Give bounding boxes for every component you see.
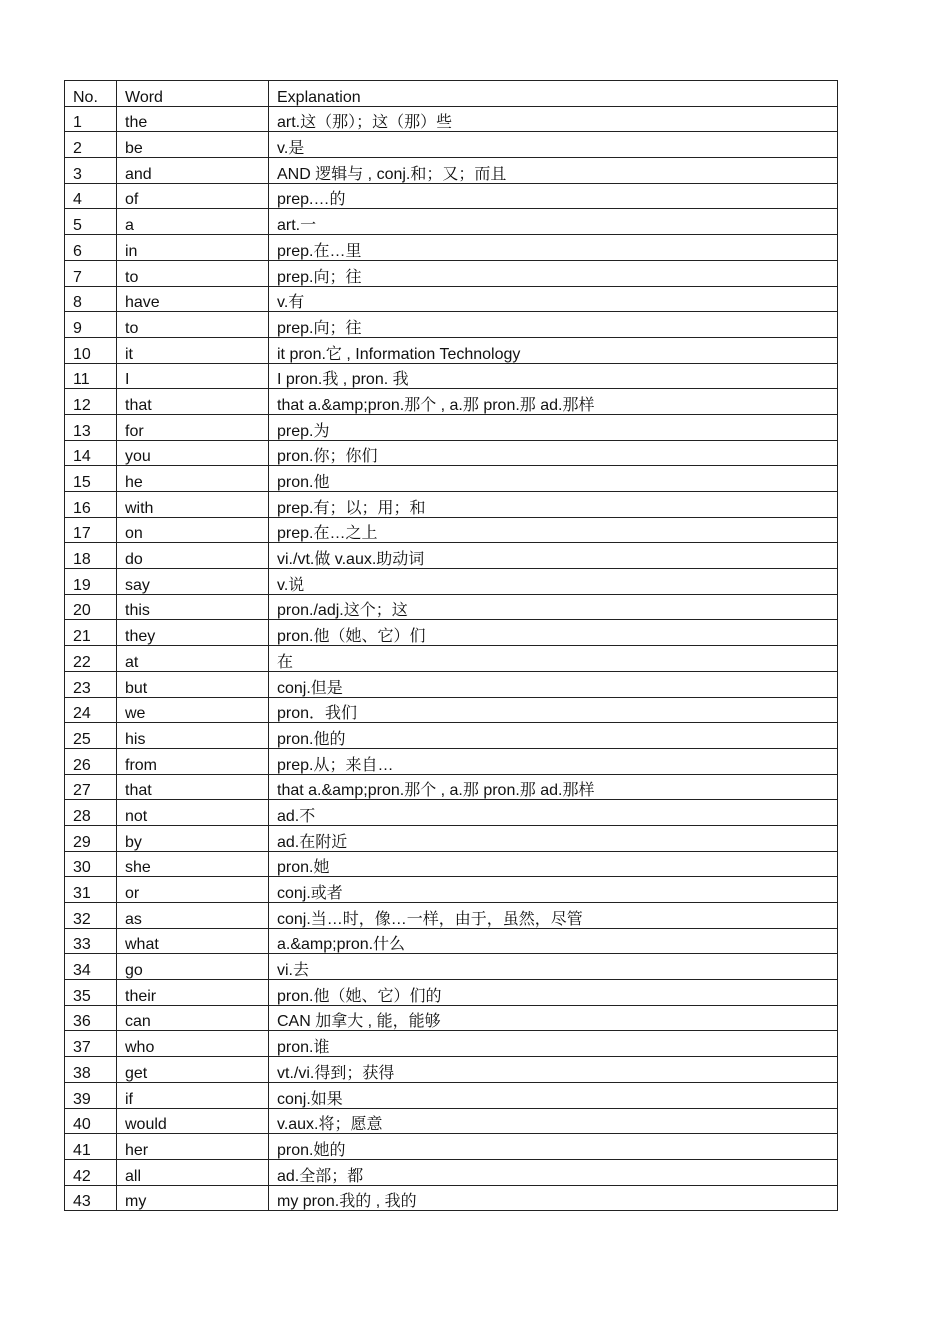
- word-cell: if: [117, 1082, 269, 1108]
- table-body: [65, 106, 838, 1211]
- explanation-cell: ad.在附近: [269, 825, 838, 851]
- word-cell: by: [117, 825, 269, 851]
- table-row: [65, 851, 838, 877]
- word-cell: he: [117, 466, 269, 492]
- table-row: [65, 286, 838, 312]
- word-cell: and: [117, 158, 269, 184]
- explanation-cell: AND 逻辑与 , conj.和；又；而且: [269, 158, 838, 184]
- word-cell: their: [117, 980, 269, 1006]
- explanation-cell: ad.全部；都: [269, 1159, 838, 1185]
- explanation-cell: 在: [269, 646, 838, 672]
- explanation-cell: CAN 加拿大 , 能，能够: [269, 1005, 838, 1031]
- table-row: [65, 543, 838, 569]
- row-number-cell: 10: [65, 337, 117, 363]
- row-number-cell: 5: [65, 209, 117, 235]
- table-row: [65, 1031, 838, 1057]
- row-number-cell: 27: [65, 774, 117, 800]
- row-number-cell: 13: [65, 414, 117, 440]
- table-row: [65, 671, 838, 697]
- header-word: Word: [117, 81, 269, 107]
- word-cell: go: [117, 954, 269, 980]
- table-row: [65, 235, 838, 261]
- word-cell: not: [117, 800, 269, 826]
- row-number-cell: 16: [65, 492, 117, 518]
- explanation-cell: conj.或者: [269, 877, 838, 903]
- row-number-cell: 14: [65, 440, 117, 466]
- word-cell: have: [117, 286, 269, 312]
- table-row: [65, 1134, 838, 1160]
- row-number-cell: 42: [65, 1159, 117, 1185]
- table-row: [65, 1057, 838, 1083]
- word-cell: a: [117, 209, 269, 235]
- explanation-cell: prep.向；往: [269, 312, 838, 338]
- row-number-cell: 9: [65, 312, 117, 338]
- explanation-cell: vt./vi.得到；获得: [269, 1057, 838, 1083]
- row-number-cell: 22: [65, 646, 117, 672]
- explanation-cell: art.一: [269, 209, 838, 235]
- explanation-cell: ad.不: [269, 800, 838, 826]
- explanation-cell: pron．我们: [269, 697, 838, 723]
- word-cell: in: [117, 235, 269, 261]
- word-cell: I: [117, 363, 269, 389]
- explanation-cell: my pron.我的 , 我的: [269, 1185, 838, 1211]
- row-number-cell: 3: [65, 158, 117, 184]
- word-cell: do: [117, 543, 269, 569]
- row-number-cell: 15: [65, 466, 117, 492]
- row-number-cell: 31: [65, 877, 117, 903]
- word-cell: that: [117, 389, 269, 415]
- row-number-cell: 29: [65, 825, 117, 851]
- row-number-cell: 24: [65, 697, 117, 723]
- word-cell: you: [117, 440, 269, 466]
- row-number-cell: 8: [65, 286, 117, 312]
- table-row: [65, 748, 838, 774]
- explanation-cell: v.说: [269, 569, 838, 595]
- row-number-cell: 43: [65, 1185, 117, 1211]
- word-cell: who: [117, 1031, 269, 1057]
- word-cell: from: [117, 748, 269, 774]
- explanation-cell: vi./vt.做 v.aux.助动词: [269, 543, 838, 569]
- explanation-cell: v.是: [269, 132, 838, 158]
- row-number-cell: 2: [65, 132, 117, 158]
- table-row: [65, 877, 838, 903]
- word-cell: to: [117, 312, 269, 338]
- table-row: [65, 1082, 838, 1108]
- explanation-cell: I pron.我 , pron. 我: [269, 363, 838, 389]
- row-number-cell: 1: [65, 106, 117, 132]
- explanation-cell: pron.他（她、它）们: [269, 620, 838, 646]
- row-number-cell: 41: [65, 1134, 117, 1160]
- word-cell: say: [117, 569, 269, 595]
- row-number-cell: 26: [65, 748, 117, 774]
- explanation-cell: art.这（那）；这（那）些: [269, 106, 838, 132]
- word-cell: what: [117, 928, 269, 954]
- explanation-cell: conj.如果: [269, 1082, 838, 1108]
- word-cell: but: [117, 671, 269, 697]
- table-header-row: [65, 81, 838, 107]
- row-number-cell: 20: [65, 594, 117, 620]
- word-cell: would: [117, 1108, 269, 1134]
- word-cell: can: [117, 1005, 269, 1031]
- table-row: [65, 903, 838, 929]
- row-number-cell: 17: [65, 517, 117, 543]
- row-number-cell: 38: [65, 1057, 117, 1083]
- table-row: [65, 569, 838, 595]
- word-cell: we: [117, 697, 269, 723]
- explanation-cell: pron.他: [269, 466, 838, 492]
- word-cell: be: [117, 132, 269, 158]
- explanation-cell: prep.在…之上: [269, 517, 838, 543]
- table-row: [65, 209, 838, 235]
- explanation-cell: pron.她的: [269, 1134, 838, 1160]
- table-row: [65, 774, 838, 800]
- explanation-cell: pron.她: [269, 851, 838, 877]
- explanation-cell: pron.你；你们: [269, 440, 838, 466]
- row-number-cell: 12: [65, 389, 117, 415]
- table-row: [65, 158, 838, 184]
- table-row: [65, 1108, 838, 1134]
- word-cell: that: [117, 774, 269, 800]
- word-cell: it: [117, 337, 269, 363]
- word-cell: his: [117, 723, 269, 749]
- word-cell: she: [117, 851, 269, 877]
- explanation-cell: that a.&amp;pron.那个 , a.那 pron.那 ad.那样: [269, 389, 838, 415]
- row-number-cell: 35: [65, 980, 117, 1006]
- table-row: [65, 132, 838, 158]
- explanation-cell: prep.在…里: [269, 235, 838, 261]
- word-cell: all: [117, 1159, 269, 1185]
- explanation-cell: prep.从；来自…: [269, 748, 838, 774]
- row-number-cell: 40: [65, 1108, 117, 1134]
- explanation-cell: pron.他（她、它）们的: [269, 980, 838, 1006]
- explanation-cell: prep.为: [269, 414, 838, 440]
- row-number-cell: 28: [65, 800, 117, 826]
- table-row: [65, 697, 838, 723]
- explanation-cell: a.&amp;pron.什么: [269, 928, 838, 954]
- table-row: [65, 1159, 838, 1185]
- table-row: [65, 723, 838, 749]
- row-number-cell: 7: [65, 260, 117, 286]
- explanation-cell: conj.当…时，像…一样，由于，虽然，尽管: [269, 903, 838, 929]
- row-number-cell: 39: [65, 1082, 117, 1108]
- table-row: [65, 183, 838, 209]
- word-cell: for: [117, 414, 269, 440]
- explanation-cell: it pron.它 , Information Technology: [269, 337, 838, 363]
- row-number-cell: 36: [65, 1005, 117, 1031]
- word-cell: as: [117, 903, 269, 929]
- explanation-cell: prep.向；往: [269, 260, 838, 286]
- word-cell: of: [117, 183, 269, 209]
- word-cell: to: [117, 260, 269, 286]
- row-number-cell: 30: [65, 851, 117, 877]
- word-cell: her: [117, 1134, 269, 1160]
- table-row: [65, 980, 838, 1006]
- word-cell: get: [117, 1057, 269, 1083]
- table-row: [65, 954, 838, 980]
- explanation-cell: vi.去: [269, 954, 838, 980]
- row-number-cell: 32: [65, 903, 117, 929]
- row-number-cell: 11: [65, 363, 117, 389]
- word-cell: on: [117, 517, 269, 543]
- word-cell: or: [117, 877, 269, 903]
- word-cell: with: [117, 492, 269, 518]
- row-number-cell: 19: [65, 569, 117, 595]
- table-row: [65, 389, 838, 415]
- table-row: [65, 594, 838, 620]
- vocabulary-table: [64, 80, 838, 1211]
- row-number-cell: 21: [65, 620, 117, 646]
- table-row: [65, 106, 838, 132]
- table-row: [65, 800, 838, 826]
- row-number-cell: 23: [65, 671, 117, 697]
- row-number-cell: 6: [65, 235, 117, 261]
- table-row: [65, 466, 838, 492]
- table-row: [65, 414, 838, 440]
- table-row: [65, 1185, 838, 1211]
- row-number-cell: 4: [65, 183, 117, 209]
- header-no: No.: [65, 81, 117, 107]
- word-cell: they: [117, 620, 269, 646]
- table-row: [65, 337, 838, 363]
- table-row: [65, 363, 838, 389]
- header-explanation: Explanation: [269, 81, 838, 107]
- table-row: [65, 440, 838, 466]
- table-row: [65, 312, 838, 338]
- explanation-cell: v.aux.将；愿意: [269, 1108, 838, 1134]
- table-row: [65, 620, 838, 646]
- row-number-cell: 18: [65, 543, 117, 569]
- table-row: [65, 646, 838, 672]
- row-number-cell: 37: [65, 1031, 117, 1057]
- table-row: [65, 517, 838, 543]
- row-number-cell: 34: [65, 954, 117, 980]
- word-cell: this: [117, 594, 269, 620]
- table-row: [65, 492, 838, 518]
- word-cell: my: [117, 1185, 269, 1211]
- table-row: [65, 825, 838, 851]
- explanation-cell: prep.有；以；用；和: [269, 492, 838, 518]
- explanation-cell: conj.但是: [269, 671, 838, 697]
- row-number-cell: 25: [65, 723, 117, 749]
- explanation-cell: v.有: [269, 286, 838, 312]
- explanation-cell: prep.…的: [269, 183, 838, 209]
- explanation-cell: pron./adj.这个；这: [269, 594, 838, 620]
- explanation-cell: pron.谁: [269, 1031, 838, 1057]
- row-number-cell: 33: [65, 928, 117, 954]
- table-row: [65, 1005, 838, 1031]
- explanation-cell: pron.他的: [269, 723, 838, 749]
- table-row: [65, 928, 838, 954]
- word-cell: the: [117, 106, 269, 132]
- word-cell: at: [117, 646, 269, 672]
- explanation-cell: that a.&amp;pron.那个 , a.那 pron.那 ad.那样: [269, 774, 838, 800]
- table-row: [65, 260, 838, 286]
